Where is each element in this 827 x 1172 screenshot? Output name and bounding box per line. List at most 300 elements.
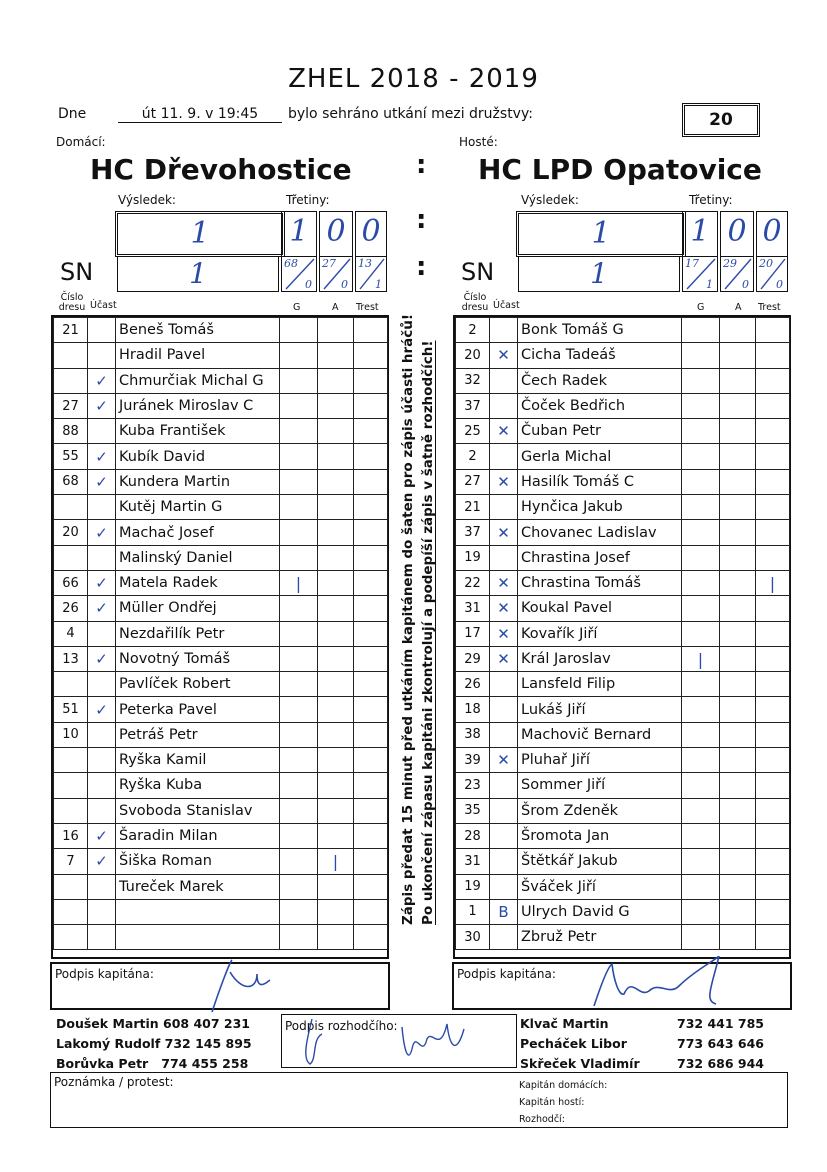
player-trest (354, 849, 388, 874)
player-trest (354, 621, 388, 646)
player-a (318, 520, 354, 545)
player-check (490, 697, 518, 722)
player-a (720, 368, 756, 393)
player-name: Lukáš Jiří (518, 697, 682, 722)
table-row (54, 823, 388, 848)
player-check: ✓ (88, 596, 116, 621)
footer-signatures (519, 1077, 607, 1128)
player-a (720, 343, 756, 368)
player-a (720, 646, 756, 671)
player-g (682, 596, 720, 621)
away-period-2: 0 (720, 211, 754, 257)
player-g (682, 773, 720, 798)
player-check (88, 672, 116, 697)
table-row (456, 672, 790, 697)
player-number: 2 (456, 444, 490, 469)
player-number: 27 (456, 469, 490, 494)
player-check (490, 823, 518, 848)
player-number (54, 495, 88, 520)
player-trest (756, 596, 790, 621)
player-check (490, 925, 518, 950)
player-g (682, 318, 720, 343)
player-a (720, 722, 756, 747)
player-a (720, 419, 756, 444)
player-trest (354, 798, 388, 823)
player-name: Štětkář Jakub (518, 849, 682, 874)
table-row (54, 393, 388, 418)
player-number: 31 (456, 849, 490, 874)
away-col-number: Číslo dresu (461, 292, 489, 313)
away-label: Hosté: (459, 135, 498, 149)
player-a (318, 925, 354, 950)
home-period-3: 0 (355, 211, 387, 257)
player-trest (354, 318, 388, 343)
player-number: 30 (456, 925, 490, 950)
table-row (456, 318, 790, 343)
player-check (88, 899, 116, 924)
player-name: Zbruž Petr (518, 925, 682, 950)
home-sn-bottom-2: 0 (341, 278, 348, 291)
player-g (682, 672, 720, 697)
player-check: ✓ (88, 646, 116, 671)
player-name: Ryška Kamil (116, 748, 280, 773)
away-team-name: HC LPD Opatovice (478, 153, 762, 186)
player-a (318, 722, 354, 747)
player-g (280, 849, 318, 874)
player-g (682, 722, 720, 747)
away-sn-cell-1 (682, 256, 718, 292)
player-trest (756, 925, 790, 950)
player-check: ✓ (88, 368, 116, 393)
player-number: 17 (456, 621, 490, 646)
player-a (720, 823, 756, 848)
player-g (280, 520, 318, 545)
player-number (54, 899, 88, 924)
table-row (54, 419, 388, 444)
player-number: 19 (456, 874, 490, 899)
captain-away-line: Kapitán hostí: (519, 1097, 585, 1108)
player-name: Svoboda Stanislav (116, 798, 280, 823)
referee-left-3 (56, 1054, 252, 1074)
away-captain-signature-box (452, 962, 792, 1010)
player-a (318, 318, 354, 343)
player-a (720, 545, 756, 570)
player-name: Machovič Bernard (518, 722, 682, 747)
player-trest (756, 722, 790, 747)
player-name: Čech Radek (518, 368, 682, 393)
player-name: Petráš Petr (116, 722, 280, 747)
away-sn-bottom-1: 1 (706, 278, 713, 291)
referee-phone: 608 407 231 (163, 1016, 250, 1031)
player-check: ✕ (490, 748, 518, 773)
away-result-label: Výsledek: (521, 193, 579, 207)
player-check (88, 419, 116, 444)
player-g (682, 444, 720, 469)
player-trest (354, 646, 388, 671)
player-number: 21 (456, 495, 490, 520)
player-trest (756, 469, 790, 494)
player-trest (354, 773, 388, 798)
player-name: Nezdařilík Petr (116, 621, 280, 646)
player-trest (756, 495, 790, 520)
home-sn-top-3: 13 (358, 257, 372, 270)
table-row (456, 570, 790, 595)
player-name: Čuban Petr (518, 419, 682, 444)
table-row (456, 798, 790, 823)
player-check (88, 621, 116, 646)
player-a (720, 444, 756, 469)
player-a (318, 823, 354, 848)
player-trest (354, 520, 388, 545)
page-title: ZHEL 2018 - 2019 (288, 64, 539, 94)
table-row (54, 368, 388, 393)
player-check: ✕ (490, 520, 518, 545)
player-g (280, 823, 318, 848)
player-g (280, 444, 318, 469)
player-number: 27 (54, 393, 88, 418)
home-roster-table (53, 317, 388, 950)
home-label: Domácí: (56, 135, 106, 149)
referee-name: Doušek Martin (56, 1016, 159, 1031)
home-col-g: G (293, 302, 301, 313)
player-number: 37 (456, 520, 490, 545)
player-name: Kuba František (116, 419, 280, 444)
player-number (54, 672, 88, 697)
referee-signature (282, 1009, 516, 1069)
player-name: Kundera Martin (116, 469, 280, 494)
player-a (318, 697, 354, 722)
player-a (318, 596, 354, 621)
player-number: 16 (54, 823, 88, 848)
player-g (682, 798, 720, 823)
player-name: Beneš Tomáš (116, 318, 280, 343)
player-check (88, 773, 116, 798)
player-name: Bonk Tomáš G (518, 318, 682, 343)
player-check: ✕ (490, 570, 518, 595)
player-a (720, 925, 756, 950)
player-a (720, 520, 756, 545)
player-trest (756, 672, 790, 697)
player-number: 7 (54, 849, 88, 874)
table-row (456, 823, 790, 848)
away-col-trest: Trest (758, 302, 781, 313)
player-a (318, 495, 354, 520)
player-check (88, 748, 116, 773)
player-number: 31 (456, 596, 490, 621)
player-a (720, 697, 756, 722)
player-check (88, 318, 116, 343)
player-a (720, 596, 756, 621)
player-g: | (682, 646, 720, 671)
table-row (54, 570, 388, 595)
player-check: ✕ (490, 646, 518, 671)
player-check: ✓ (88, 849, 116, 874)
center-note-1: Zápis předat 15 minut před utkáním kapitánem do šaten pro zápis účasti hráčů! (400, 313, 416, 925)
table-row (456, 368, 790, 393)
referee-line: Rozhodčí: (519, 1114, 565, 1125)
player-g (280, 545, 318, 570)
table-row (54, 520, 388, 545)
player-a (318, 393, 354, 418)
referee-name: Borůvka Petr (56, 1056, 149, 1071)
match-number: 20 (682, 103, 760, 137)
table-row (456, 520, 790, 545)
referee-phone: 732 686 944 (677, 1056, 764, 1071)
player-g (682, 849, 720, 874)
player-trest (354, 596, 388, 621)
player-trest (756, 849, 790, 874)
player-check (490, 798, 518, 823)
player-trest (756, 621, 790, 646)
table-row (456, 697, 790, 722)
away-sn-bottom-3: 0 (776, 278, 783, 291)
player-a: | (318, 849, 354, 874)
home-result-value: 1 (190, 216, 210, 251)
player-g (682, 520, 720, 545)
table-row (456, 393, 790, 418)
player-check (490, 393, 518, 418)
player-name: Sommer Jiří (518, 773, 682, 798)
player-g (280, 495, 318, 520)
table-row (54, 849, 388, 874)
player-trest (354, 672, 388, 697)
table-row (54, 672, 388, 697)
player-trest (756, 444, 790, 469)
player-name: Šváček Jiří (518, 874, 682, 899)
player-check: ✓ (88, 393, 116, 418)
player-g (280, 646, 318, 671)
player-a (318, 444, 354, 469)
player-check (88, 545, 116, 570)
player-g (280, 596, 318, 621)
player-number (54, 798, 88, 823)
player-name: Malinský Daniel (116, 545, 280, 570)
player-check (490, 773, 518, 798)
player-check (88, 798, 116, 823)
table-row (456, 444, 790, 469)
player-g (280, 874, 318, 899)
player-name: Pluhař Jiří (518, 748, 682, 773)
referee-name: Skřeček Vladimír (520, 1056, 640, 1071)
player-check (88, 874, 116, 899)
player-number: 38 (456, 722, 490, 747)
player-number: 21 (54, 318, 88, 343)
home-period-2: 0 (319, 211, 353, 257)
player-name: Peterka Pavel (116, 697, 280, 722)
player-number (54, 773, 88, 798)
player-number: 2 (456, 318, 490, 343)
table-row (54, 596, 388, 621)
away-sn-bottom-2: 0 (742, 278, 749, 291)
player-name: Müller Ondřej (116, 596, 280, 621)
player-check (490, 545, 518, 570)
player-g (682, 621, 720, 646)
player-name: Chrastina Tomáš (518, 570, 682, 595)
player-number: 26 (54, 596, 88, 621)
result-colon: : (416, 205, 427, 235)
player-trest (354, 899, 388, 924)
home-sn-cell-2 (319, 256, 353, 292)
player-name: Kovařík Jiří (518, 621, 682, 646)
player-g: | (280, 570, 318, 595)
player-trest (756, 697, 790, 722)
player-trest: | (756, 570, 790, 595)
away-period-3: 0 (756, 211, 788, 257)
table-row (54, 318, 388, 343)
player-trest (756, 393, 790, 418)
player-g (280, 393, 318, 418)
note-protest-label: Poznámka / protest: (54, 1075, 174, 1089)
player-g (682, 899, 720, 924)
player-name: Šaradin Milan (116, 823, 280, 848)
player-number: 20 (456, 343, 490, 368)
player-a (318, 899, 354, 924)
table-row (54, 925, 388, 950)
player-trest (354, 495, 388, 520)
player-a (318, 646, 354, 671)
player-check (490, 849, 518, 874)
player-trest (756, 419, 790, 444)
player-a (720, 570, 756, 595)
player-check: B (490, 899, 518, 924)
player-a (720, 495, 756, 520)
player-check: ✕ (490, 469, 518, 494)
player-trest (756, 823, 790, 848)
player-number: 39 (456, 748, 490, 773)
away-captain-label: Podpis kapitána: (457, 967, 556, 981)
player-number: 37 (456, 393, 490, 418)
table-row (456, 849, 790, 874)
table-row (456, 596, 790, 621)
player-number: 32 (456, 368, 490, 393)
referee-signature-box (281, 1014, 517, 1068)
table-row (456, 545, 790, 570)
player-name: Koukal Pavel (518, 596, 682, 621)
away-sn-cell-2 (720, 256, 754, 292)
player-name: Pavlíček Robert (116, 672, 280, 697)
player-number: 88 (54, 419, 88, 444)
player-trest (354, 419, 388, 444)
player-check (88, 343, 116, 368)
player-a (318, 773, 354, 798)
player-trest (756, 874, 790, 899)
away-sn-box (518, 256, 680, 292)
center-note-2: Po ukončení zápasu kapitáni zkontrolují a podepíší zápis v šatně rozhodčích! (420, 340, 436, 925)
referee-name: Lakomý Rudolf (56, 1036, 161, 1051)
home-col-attendance: Účast (90, 300, 117, 311)
player-number: 4 (54, 621, 88, 646)
table-row (54, 646, 388, 671)
away-period-1: 1 (682, 211, 718, 257)
table-row (456, 748, 790, 773)
player-number (54, 368, 88, 393)
player-a (318, 798, 354, 823)
player-number: 29 (456, 646, 490, 671)
player-a (720, 748, 756, 773)
player-g (682, 469, 720, 494)
table-row (456, 646, 790, 671)
player-a (720, 798, 756, 823)
away-sn-label: SN (461, 258, 495, 286)
player-check (490, 874, 518, 899)
player-name: Šiška Roman (116, 849, 280, 874)
player-number: 28 (456, 823, 490, 848)
player-trest (756, 545, 790, 570)
note-protest-box (50, 1072, 788, 1128)
home-sn-box (117, 256, 279, 292)
player-name: Šromota Jan (518, 823, 682, 848)
player-g (682, 393, 720, 418)
player-name: Šrom Zdeněk (518, 798, 682, 823)
table-row (456, 343, 790, 368)
table-row (54, 545, 388, 570)
player-trest (756, 520, 790, 545)
player-number: 51 (54, 697, 88, 722)
player-g (280, 469, 318, 494)
player-number: 13 (54, 646, 88, 671)
table-row (54, 899, 388, 924)
player-name (116, 899, 280, 924)
player-check (490, 368, 518, 393)
player-trest (756, 343, 790, 368)
away-roster-table (455, 317, 790, 950)
player-g (682, 925, 720, 950)
player-number: 26 (456, 672, 490, 697)
player-g (280, 697, 318, 722)
referee-right-3 (520, 1054, 764, 1074)
player-name: Matela Radek (116, 570, 280, 595)
table-row (54, 697, 388, 722)
player-number: 25 (456, 419, 490, 444)
player-g (280, 419, 318, 444)
player-a (720, 621, 756, 646)
away-sn-top-1: 17 (685, 257, 699, 270)
away-result-box (516, 211, 686, 257)
player-check: ✕ (490, 621, 518, 646)
player-g (280, 672, 318, 697)
player-number (54, 545, 88, 570)
away-col-a: A (735, 302, 742, 313)
player-g (682, 748, 720, 773)
home-sn-top-2: 27 (322, 257, 336, 270)
sn-colon: : (416, 252, 427, 282)
player-name: Cicha Tadeáš (518, 343, 682, 368)
referee-name: Pecháček Libor (520, 1036, 627, 1051)
home-team-name: HC Dřevohostice (90, 153, 352, 186)
referee-phone: 774 455 258 (161, 1056, 249, 1071)
player-trest (354, 343, 388, 368)
referee-left-2 (56, 1034, 252, 1054)
home-result-box (115, 211, 285, 257)
table-row (54, 722, 388, 747)
player-check: ✓ (88, 570, 116, 595)
player-g (682, 545, 720, 570)
player-check: ✕ (490, 596, 518, 621)
player-trest (354, 823, 388, 848)
referees-left (56, 1014, 252, 1074)
referee-phone: 732 145 895 (164, 1036, 252, 1051)
home-sn-top-1: 68 (284, 257, 298, 270)
player-trest (354, 469, 388, 494)
player-number: 22 (456, 570, 490, 595)
referee-phone: 732 441 785 (677, 1016, 764, 1031)
player-a (318, 570, 354, 595)
player-g (280, 925, 318, 950)
table-row (54, 469, 388, 494)
player-trest (354, 444, 388, 469)
player-check: ✓ (88, 444, 116, 469)
referee-name: Klvač Martin (520, 1016, 609, 1031)
